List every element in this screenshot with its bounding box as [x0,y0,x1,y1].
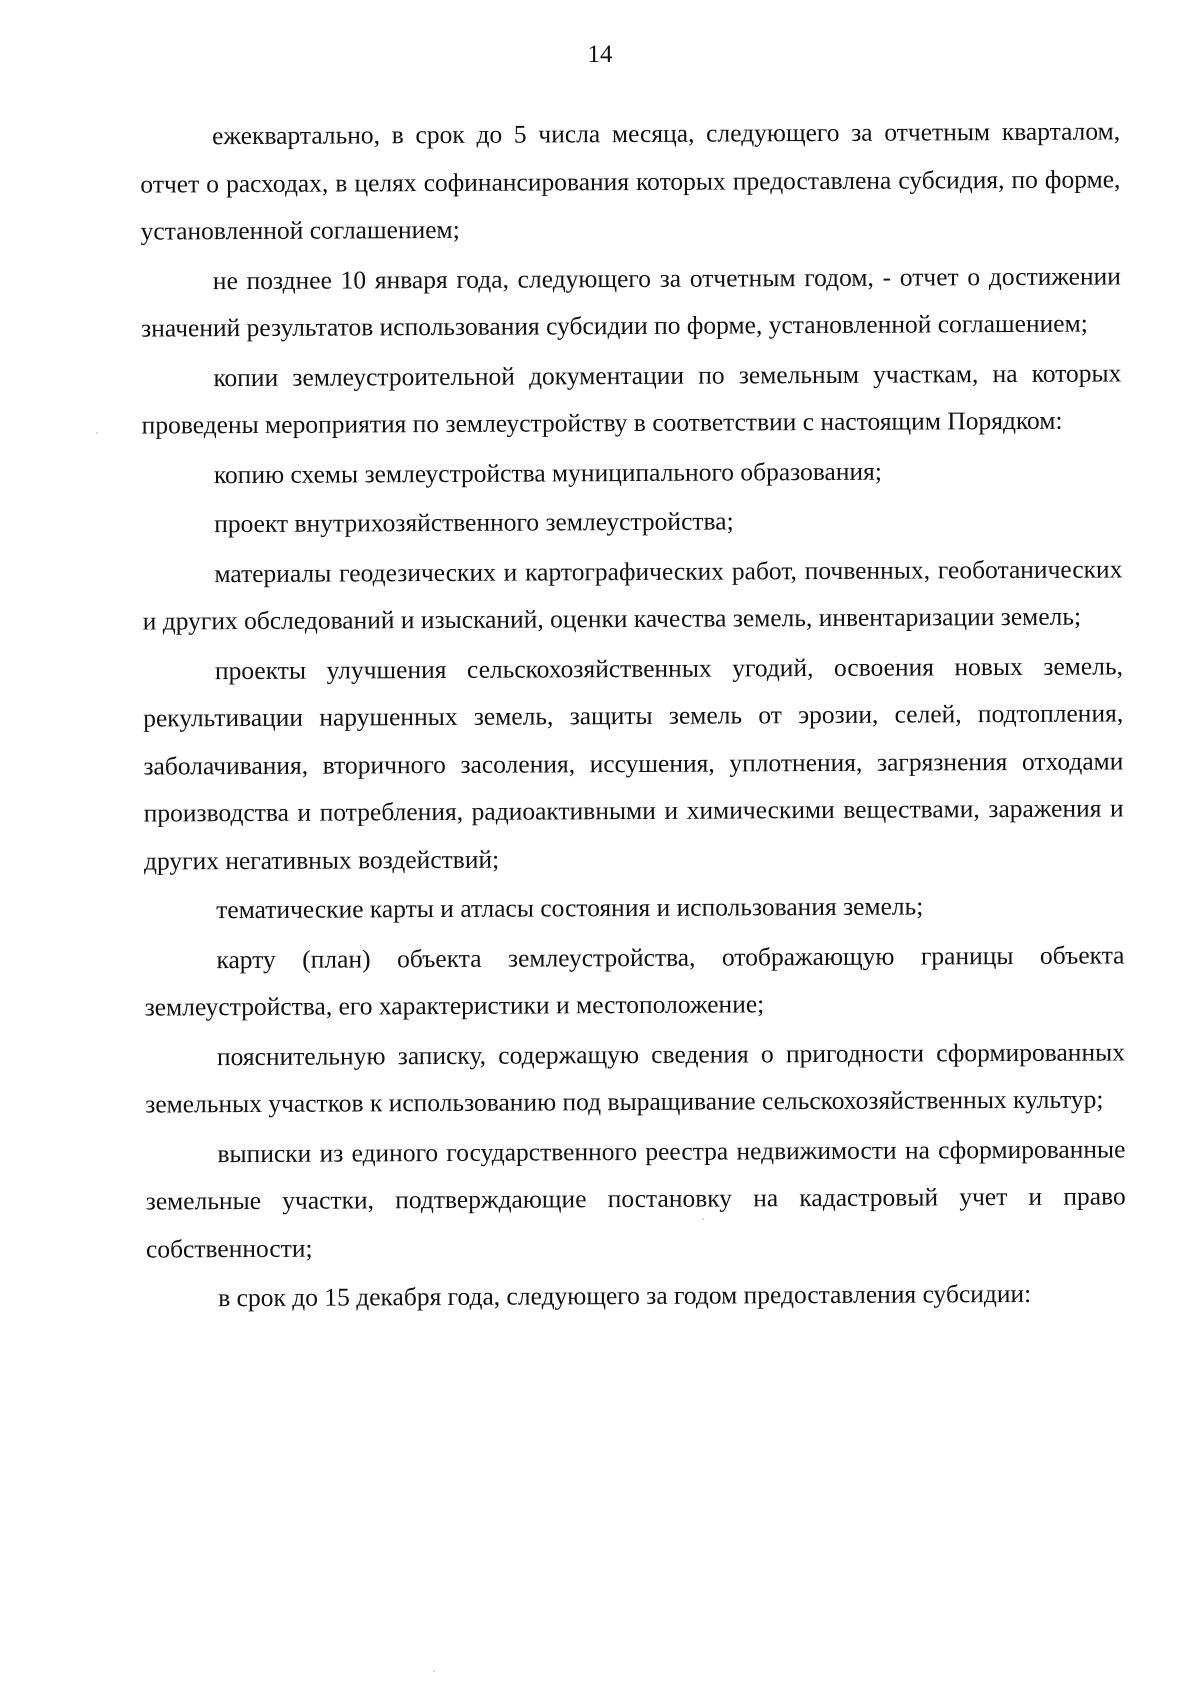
paragraph-survey-materials: материалы геодезических и картографических работ, почвенных, геоботанических и других обследований и изысканий, оценки качества земель, инвентаризации земель; [142,553,1123,636]
paragraph-annual-report: не позднее 10 января года, следующего за отчетным годом, - отчет о достижении значений результатов использования субсидии по форме, установленной соглашением; [141,260,1121,343]
document-body [140,107,1126,1324]
paragraph-farm-project: проект внутрихозяйственного землеустройства; [214,506,734,539]
page-number: 14 [587,41,613,68]
paragraph-land-scheme: копию схемы землеустройства муниципального образования; [213,456,883,489]
paragraph-improvement-projects: проекты улучшения сельскохозяйственных угодий, освоения новых земель, рекультивации нарушенных земель, защиты земель от эрозии, селей, подтопления, заболачивания, вторичного засоления, иссушения, уплотнения, загрязнения отходами производства и потребления, радиоактивными и химическими веществами, заражения и других негативных воздействий; [143,650,1124,876]
scan-speck [702,1218,704,1220]
scan-speck [433,1670,435,1672]
paragraph-registry-extracts: выписки из единого государственного реестра недвижимости на сформированные земельные участки, подтверждающие постановку на кадастровый учет и право собственности; [145,1133,1126,1264]
paragraph-quarterly-report: ежеквартально, в срок до 5 числа месяца, следующего за отчетным кварталом, отчет о расходах, в целях софинансирования которых предоставлена субсидия, по форме, установленной соглашением; [140,116,1121,246]
scan-speck [96,432,98,434]
paragraph-thematic-maps: тематические карты и атласы состояния и использования земель; [216,891,924,925]
paragraph-object-map: карту (план) объекта землеустройства, отображающую границы объекта землеустройства, его характеристики и местоположение; [144,939,1125,1022]
paragraph-explanatory-note: пояснительную записку, содержащую сведения о пригодности сформированных земельных участков к использованию под выращивание сельскохозяйственных культур; [145,1036,1126,1119]
paragraph-december-deadline: в срок до 15 декабря года, следующего за годом предоставления субсидии: [218,1278,1032,1313]
paragraph-land-documentation: копии землеустроительной документации по земельным участкам, на которых проведены мероприятия по землеустройству в соответствии с настоящим Порядком: [141,357,1122,440]
